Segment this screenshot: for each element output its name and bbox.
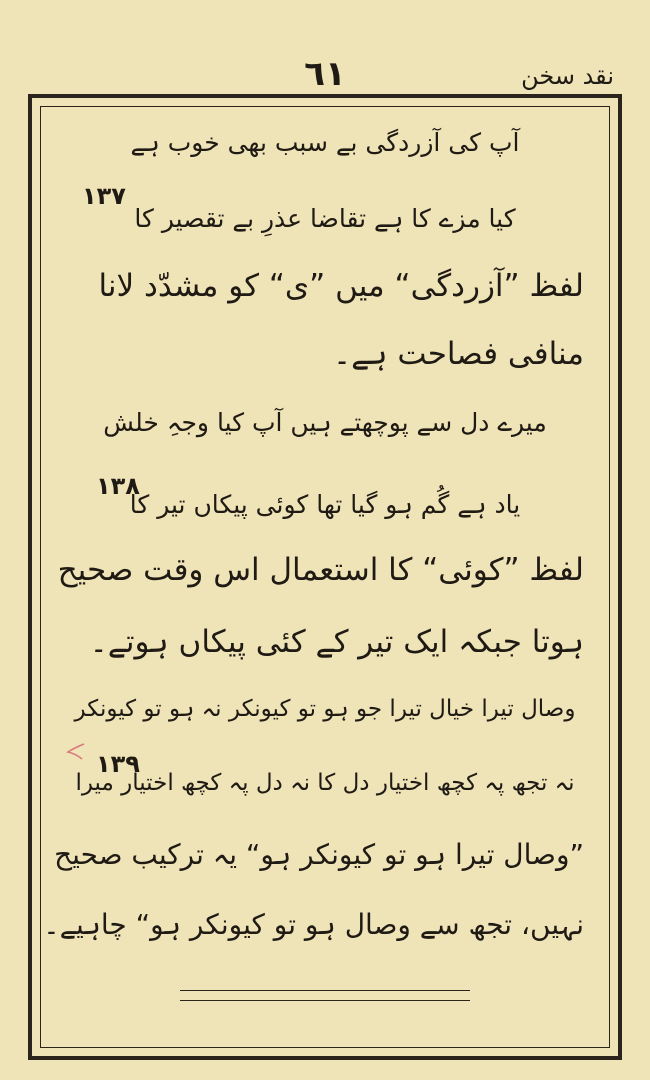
verse-number: ١٣٩	[96, 750, 140, 778]
closing-rule	[180, 1000, 470, 1001]
verse-line: وصال تیرا خیال تیرا جو ہو تو کیونکر نہ ہو تو کیونکر	[74, 696, 576, 722]
comment-line: نہیں، تجھ سے وصال ہو تو کیونکر ہو“ چاہیے۔	[43, 908, 584, 941]
comment-line: ”وصال تیرا ہو تو کیونکر ہو“ یہ ترکیب صحیح	[54, 838, 584, 871]
verse-number: ١٣٨	[96, 472, 140, 500]
comment-line: لفظ ”کوئی“ کا استعمال اس وقت صحیح	[57, 552, 584, 588]
page-number: ٦١	[304, 54, 346, 94]
verse-number: ١٣٧	[82, 182, 126, 210]
verse-line: نہ تجھ پہ کچھ اختیار دل کا نہ دل پہ کچھ اختیار میرا	[75, 770, 575, 796]
verse-line: آپ کی آزردگی بے سبب بھی خوب ہے	[130, 128, 520, 157]
closing-rule	[180, 990, 470, 991]
margin-check-mark	[64, 740, 88, 762]
verse-line: یاد ہے گُم ہو گیا تھا کوئی پیکاں تیر کا	[129, 490, 521, 519]
comment-line: لفظ ”آزردگی“ میں ”ی“ کو مشدّد لانا	[98, 268, 584, 304]
verse-line: کیا مزے کا ہے تقاضا عذرِ بے تقصیر کا	[134, 204, 516, 233]
comment-line: منافی فصاحت ہے۔	[332, 336, 584, 372]
verse-line: میرے دل سے پوچھتے ہیں آپ کیا وجہِ خلش	[103, 408, 547, 437]
book-title: نقد سخن	[521, 62, 614, 90]
comment-line: ہوتا جبکہ ایک تیر کے کئی پیکاں ہوتے۔	[89, 624, 584, 660]
